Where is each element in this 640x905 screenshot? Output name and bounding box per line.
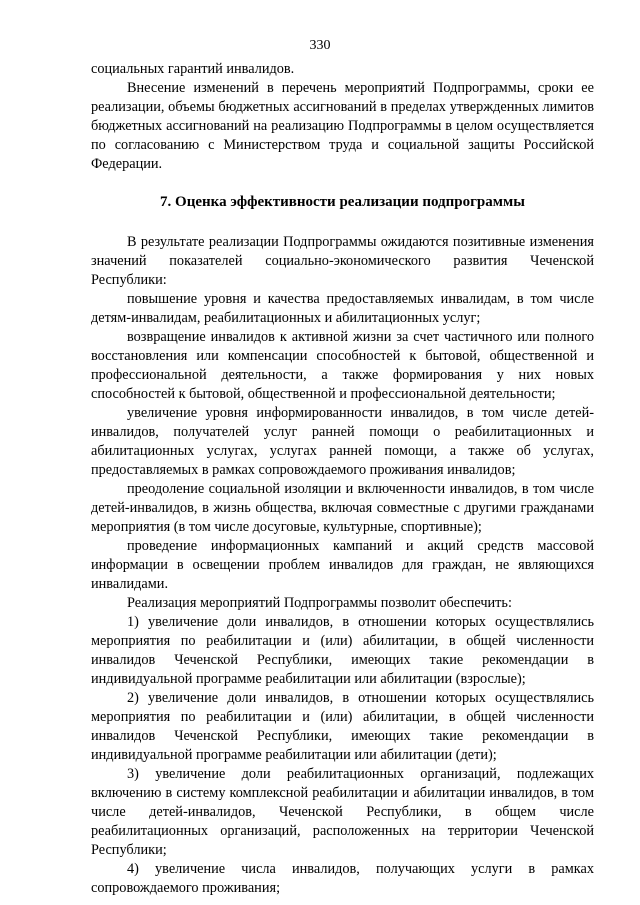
paragraph: проведение информационных кампаний и акций средств массовой информации в освещении проблем инвалидов для граждан, не являющихся инвалидами. xyxy=(91,538,594,592)
paragraph: Внесение изменений в перечень мероприятий Подпрограммы, сроки ее реализации, объемы бюджетных ассигнований в пределах утвержденных лимитов бюджетных ассигнований на реализацию Подпрограммы в целом осуществляется по согласованию с Министерством труда и социальной защиты Российской Федерации. xyxy=(91,80,594,172)
page-number: 330 xyxy=(309,38,331,53)
paragraph: 4) увеличение числа инвалидов, получающих услуги в рамках сопровождаемого проживания; xyxy=(91,861,594,896)
paragraph: 1) увеличение доли инвалидов, в отношении которых осуществлялись мероприятия по реабилитации и (или) абилитации, в общей численности инвалидов Чеченской Республики, имеющих такие рекомендации в индивидуальной программе реабилитации или абилитации (взрослые); xyxy=(91,614,594,687)
page-content xyxy=(91,60,594,898)
paragraph: возвращение инвалидов к активной жизни за счет частичного или полного восстановления или компенсации способностей к бытовой, общественной и профессиональной деятельности, а также формирования у них новых способностей к бытовой, общественной и профессиональной деятельности; xyxy=(91,329,594,402)
paragraph: Реализация мероприятий Подпрограммы позволит обеспечить: xyxy=(127,595,512,611)
paragraph: 2) увеличение доли инвалидов, в отношении которых осуществлялись мероприятия по реабилитации и (или) абилитации, в общей численности инвалидов Чеченской Республики, имеющих такие рекомендации в индивидуальной программе реабилитации или абилитации (дети); xyxy=(91,690,594,763)
paragraph: повышение уровня и качества предоставляемых инвалидам, в том числе детям-инвалидам, реабилитационных и абилитационных услуг; xyxy=(91,291,594,326)
section-title: 7. Оценка эффективности реализации подпрограммы xyxy=(160,194,525,210)
paragraph: преодоление социальной изоляции и включенности инвалидов, в том числе детей-инвалидов, в жизнь общества, включая совместные с другими гражданами мероприятия (в том числе досуговые, культурные, спортивные); xyxy=(91,481,594,535)
paragraph: увеличение уровня информированности инвалидов, в том числе детей-инвалидов, получателей услуг ранней помощи о реабилитационных и абилитационных услугах, услугах ранней помощи, а также об услугах, предоставляемых в рамках сопровождаемого проживания инвалидов; xyxy=(91,405,594,478)
paragraph: социальных гарантий инвалидов. xyxy=(91,61,295,77)
paragraph: В результате реализации Подпрограммы ожидаются позитивные изменения значений показателей социально-экономического развития Чеченской Республики: xyxy=(91,234,594,288)
paragraph: 3) увеличение доли реабилитационных организаций, подлежащих включению в систему комплексной реабилитации и абилитации инвалидов, в том числе детей-инвалидов, Чеченской Республики, в общем числе реабилитационных организаций, расположенных на территории Чеченской Республики; xyxy=(91,766,594,858)
